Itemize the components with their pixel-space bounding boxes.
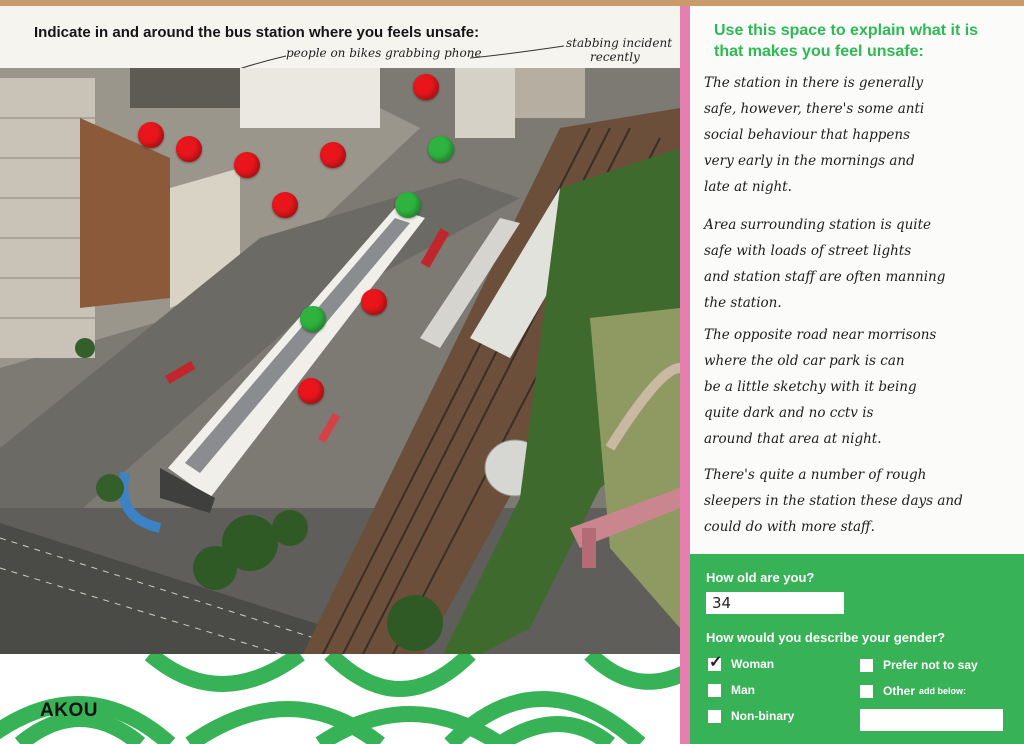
handwritten-note-bikes: people on bikes grabbing phone: [286, 46, 482, 60]
handwritten-line: safe, however, there's some anti: [704, 101, 925, 117]
gender-option-prefer-not-to-say[interactable]: [860, 658, 978, 672]
unsafe-pin: [272, 192, 298, 218]
handwritten-line: could do with more staff.: [704, 519, 875, 535]
other-gender-field[interactable]: [860, 709, 1003, 731]
handwritten-line: The station in there is generally: [704, 75, 923, 91]
map-prompt: Indicate in and around the bus station where you feels unsafe:: [34, 24, 480, 41]
handwritten-line: The opposite road near morrisons: [704, 327, 937, 343]
age-field[interactable]: 34: [706, 592, 844, 614]
handwritten-note-stabbing: stabbing incident: [566, 36, 673, 50]
safe-pin: [300, 306, 326, 332]
checkbox-non-binary[interactable]: [708, 710, 721, 723]
unsafe-pin: [298, 378, 324, 404]
age-question: How old are you?: [706, 570, 815, 585]
gender-option-man[interactable]: [708, 683, 755, 697]
handwritten-line: very early in the mornings and: [704, 153, 915, 169]
check-icon: ✓: [709, 653, 723, 671]
safe-pin: [395, 192, 421, 218]
unsafe-pin: [138, 122, 164, 148]
demographics-panel: [690, 554, 1024, 744]
footer-band: [0, 654, 684, 744]
handwritten-line: sleepers in the station these days and: [704, 493, 963, 509]
unsafe-pin: [320, 142, 346, 168]
unsafe-pin: [361, 289, 387, 315]
checkbox-prefer-not-to-say[interactable]: [860, 659, 873, 672]
handwritten-line: be a little sketchy with it being: [704, 379, 917, 395]
gender-option-other[interactable]: [860, 684, 966, 698]
handwritten-line: where the old car park is can: [704, 353, 905, 369]
gender-option-non-binary[interactable]: [708, 709, 794, 723]
unsafe-pin: [234, 152, 260, 178]
handwritten-line: late at night.: [704, 179, 792, 195]
handwritten-line: quite dark and no cctv is: [704, 405, 874, 421]
explanation-section: [690, 6, 1024, 744]
handwritten-line: social behaviour that happens: [704, 127, 911, 143]
gender-option-label: Man: [731, 683, 755, 697]
pink-spine: [680, 6, 690, 744]
answer-paragraph[interactable]: [704, 212, 1004, 316]
decorative-swirl-pattern: [0, 654, 684, 744]
checkbox-woman[interactable]: [708, 653, 723, 671]
aerial-photo: [0, 68, 680, 660]
akou-logo: AKOU: [40, 700, 98, 721]
unsafe-pin: [413, 74, 439, 100]
handwritten-line: Area surrounding station is quite: [704, 217, 932, 233]
handwritten-note-recently: recently: [590, 50, 640, 64]
handwritten-line: around that area at night.: [704, 431, 882, 447]
map-section: [0, 6, 684, 744]
checkbox-other[interactable]: [860, 685, 873, 698]
survey-sheet: [0, 6, 1024, 744]
gender-option-label: Other: [883, 684, 916, 698]
handwritten-line: the station.: [704, 295, 782, 311]
handwritten-line: There's quite a number of rough: [704, 467, 927, 483]
gender-question: How would you describe your gender?: [706, 630, 946, 645]
explanation-heading: Use this space to explain what it is that makes you feel unsafe:: [714, 22, 979, 60]
answer-paragraph[interactable]: [704, 70, 1004, 200]
safe-pin: [428, 136, 454, 162]
unsafe-pin: [176, 136, 202, 162]
checkbox-man[interactable]: [708, 684, 721, 697]
handwritten-line: and station staff are often manning: [704, 269, 946, 285]
gender-option-label: Prefer not to say: [883, 658, 978, 672]
handwritten-line: safe with loads of street lights: [704, 243, 912, 259]
answer-paragraph[interactable]: [704, 462, 1004, 540]
gender-option-woman[interactable]: [708, 653, 775, 671]
gender-option-label: Non-binary: [731, 709, 795, 723]
answer-paragraph[interactable]: [704, 322, 1004, 452]
other-hint: add below:: [919, 686, 967, 696]
gender-option-label: Woman: [731, 657, 775, 671]
